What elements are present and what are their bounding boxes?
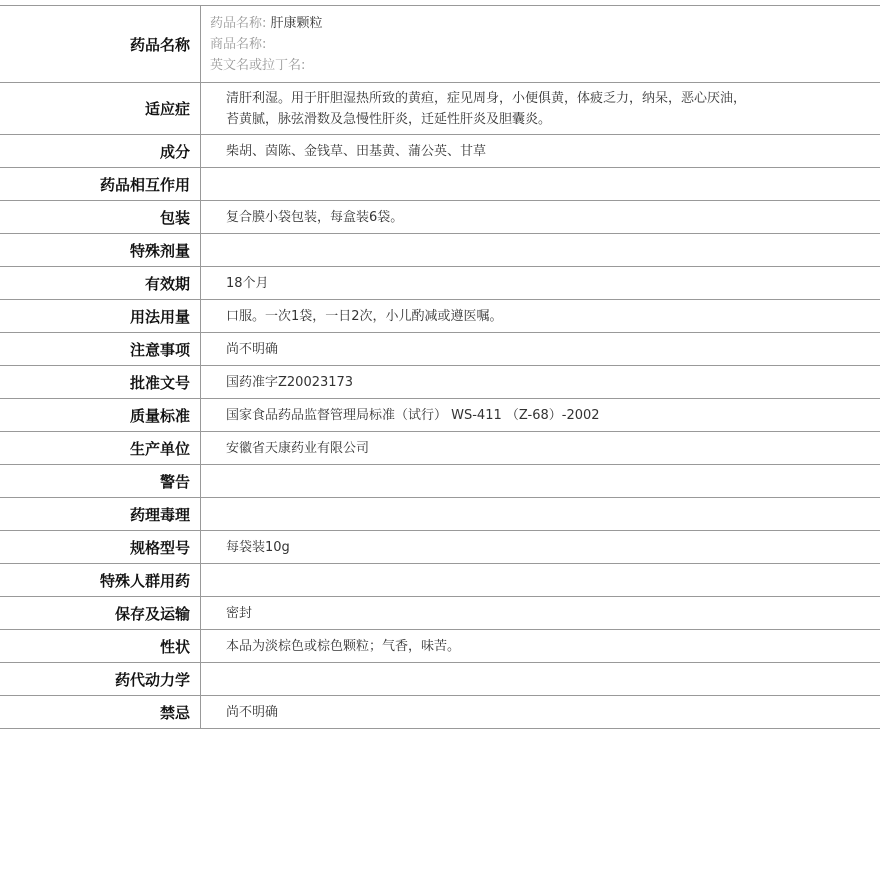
row-value: 复合膜小袋包装，每盒装6袋。 [201,201,880,234]
row-value [201,465,880,498]
row-label: 药理毒理 [0,498,201,531]
row-label: 适应症 [0,83,201,135]
row-label: 批准文号 [0,366,201,399]
name-key: 商品名称: [210,36,267,52]
row-value: 18个月 [201,267,880,300]
table-row [0,201,880,234]
row-value: 柴胡、茵陈、金钱草、田基黄、蒲公英、甘草 [201,135,880,168]
row-value: 尚不明确 [201,696,880,729]
row-value: 国家食品药品监督管理局标准（试行） WS-411 （Z-68）-2002 [201,399,880,432]
table-row [0,597,880,630]
name-line-trade [210,34,880,55]
table-row [0,168,880,201]
row-label: 药品相互作用 [0,168,201,201]
row-label: 警告 [0,465,201,498]
table-row [0,366,880,399]
row-drug-name [0,6,880,83]
name-line-english [210,55,880,76]
row-label: 特殊人群用药 [0,564,201,597]
row-label: 生产单位 [0,432,201,465]
row-label: 保存及运输 [0,597,201,630]
name-line-generic [210,13,880,34]
table-row [0,498,880,531]
row-label: 包装 [0,201,201,234]
table-row [0,564,880,597]
drug-info-table [0,5,880,729]
row-value [201,234,880,267]
table-row [0,663,880,696]
name-key: 英文名或拉丁名: [210,57,306,73]
row-label: 质量标准 [0,399,201,432]
table-row [0,234,880,267]
label-drug-name: 药品名称 [0,6,201,83]
name-cell [201,6,880,83]
row-value: 清肝利湿。用于肝胆湿热所致的黄疸，症见周身，小便俱黄，体疲乏力，纳呆，恶心厌油， 苔黄腻，脉弦滑数及急慢性肝炎，迁延性肝炎及胆囊炎。 [201,83,880,135]
table-row [0,432,880,465]
table-row [0,399,880,432]
row-label: 性状 [0,630,201,663]
row-label: 注意事项 [0,333,201,366]
row-value: 国药准字Z20023173 [201,366,880,399]
table-row [0,696,880,729]
row-label: 用法用量 [0,300,201,333]
row-label: 规格型号 [0,531,201,564]
name-value: 肝康颗粒 [270,15,323,31]
row-value [201,564,880,597]
row-label: 特殊剂量 [0,234,201,267]
table-row [0,135,880,168]
row-value [201,168,880,201]
table-row [0,630,880,663]
table-row [0,465,880,498]
table-row [0,83,880,135]
table-row [0,333,880,366]
name-key: 药品名称: [210,15,267,31]
row-value: 安徽省天康药业有限公司 [201,432,880,465]
table-row [0,300,880,333]
row-value: 本品为淡棕色或棕色颗粒；气香，味苦。 [201,630,880,663]
row-value: 口服。一次1袋，一日2次，小儿酌减或遵医嘱。 [201,300,880,333]
row-label: 成分 [0,135,201,168]
row-value [201,498,880,531]
row-value: 尚不明确 [201,333,880,366]
table-row [0,267,880,300]
row-value: 密封 [201,597,880,630]
name-block [201,13,880,76]
row-label: 药代动力学 [0,663,201,696]
row-label: 有效期 [0,267,201,300]
table-row [0,531,880,564]
row-value [201,663,880,696]
row-value: 每袋装10g [201,531,880,564]
row-label: 禁忌 [0,696,201,729]
